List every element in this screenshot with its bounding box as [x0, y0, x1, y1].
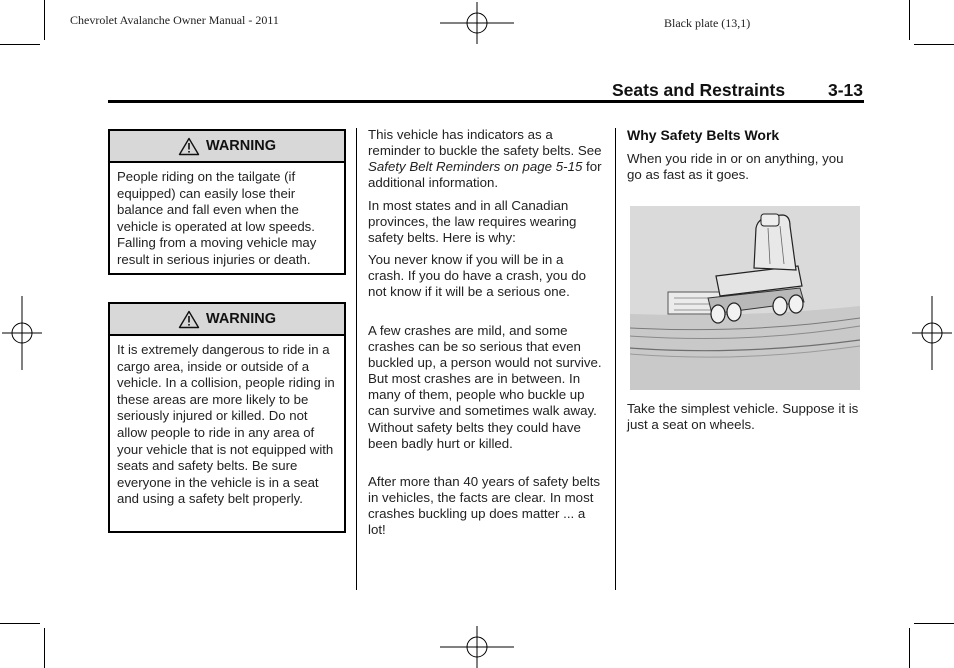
- warning-exclamation-icon: [178, 137, 200, 156]
- manual-title: Chevrolet Avalanche Owner Manual - 2011: [70, 13, 279, 27]
- seat-on-wheels-drawing: [630, 206, 860, 390]
- crop-mark: [914, 44, 954, 45]
- warning-title: WARNING: [205, 311, 277, 327]
- registration-mark-icon: [2, 296, 42, 370]
- plate-label: Black plate (13,1): [664, 16, 751, 30]
- warning-box: [108, 129, 346, 275]
- warning-box: [108, 302, 346, 533]
- seat-on-wheels-illustration: [630, 206, 860, 390]
- crop-mark: [44, 628, 45, 668]
- cross-reference-link[interactable]: Safety Belt Reminders on page 5-15: [368, 159, 583, 175]
- warning-title: WARNING: [205, 138, 277, 154]
- paragraph-text: for additional information.: [368, 159, 602, 191]
- crop-mark: [44, 0, 45, 40]
- paragraph-text: This vehicle has indicators as a reminder to buckle the safety belts. See: [368, 127, 602, 159]
- crop-mark: [0, 44, 40, 45]
- warning-text: It is extremely dangerous to ride in a cargo area, inside or outside of a vehicle. In a collision, people riding in these areas are more likely to be seriously injured or killed. Do not allow people to ride in any area of your vehicle that is not equipped with seats and safety belts. Be sure everyone in the vehicle is in a seat and using a safety belt properly.: [117, 342, 335, 507]
- registration-mark-icon: [912, 296, 952, 370]
- paragraph-facts: After more than 40 years of safety belts in vehicles, the facts are clear. In most crashes buckling up does matter ... a lot!: [368, 474, 601, 538]
- paragraph-reminder: [368, 127, 606, 191]
- section-title: Seats and Restraints: [612, 80, 786, 100]
- why-heading: Why Safety Belts Work: [627, 127, 780, 143]
- paragraph-severity: A few crashes are mild, and some crashes can be so serious that even buckled up, a person would not survive. But most crashes are in between. In many of them, people who buckle up can survive and sometimes walk away. Without safety belts they could have been badly hurt or killed.: [368, 323, 602, 451]
- warning-header: [110, 131, 344, 163]
- crop-mark: [909, 628, 910, 668]
- page-number: 3-13: [828, 80, 864, 100]
- warning-header: [110, 304, 344, 336]
- paragraph-speed: When you ride in or on anything, you go as fast as it goes.: [627, 151, 844, 183]
- figure-caption: Take the simplest vehicle. Suppose it is just a seat on wheels.: [627, 401, 859, 433]
- crop-mark: [909, 0, 910, 40]
- registration-mark-icon: [440, 626, 514, 668]
- column-divider: [615, 128, 616, 590]
- paragraph-law: In most states and in all Canadian provinces, the law requires wearing safety belts. Here is why:: [368, 198, 577, 246]
- paragraph-crash: You never know if you will be in a crash. If you do have a crash, you do not know if it will be a serious one.: [368, 252, 587, 300]
- warning-exclamation-icon: [178, 310, 200, 329]
- registration-mark-icon: [440, 2, 514, 44]
- crop-mark: [0, 623, 40, 624]
- crop-mark: [914, 623, 954, 624]
- column-divider: [356, 128, 357, 590]
- warning-text: People riding on the tailgate (if equipped) can easily lose their balance and fall even when the vehicle is operated at low speeds. Falling from a moving vehicle may result in serious injuries or death.: [117, 169, 317, 267]
- header-rule: [108, 100, 864, 103]
